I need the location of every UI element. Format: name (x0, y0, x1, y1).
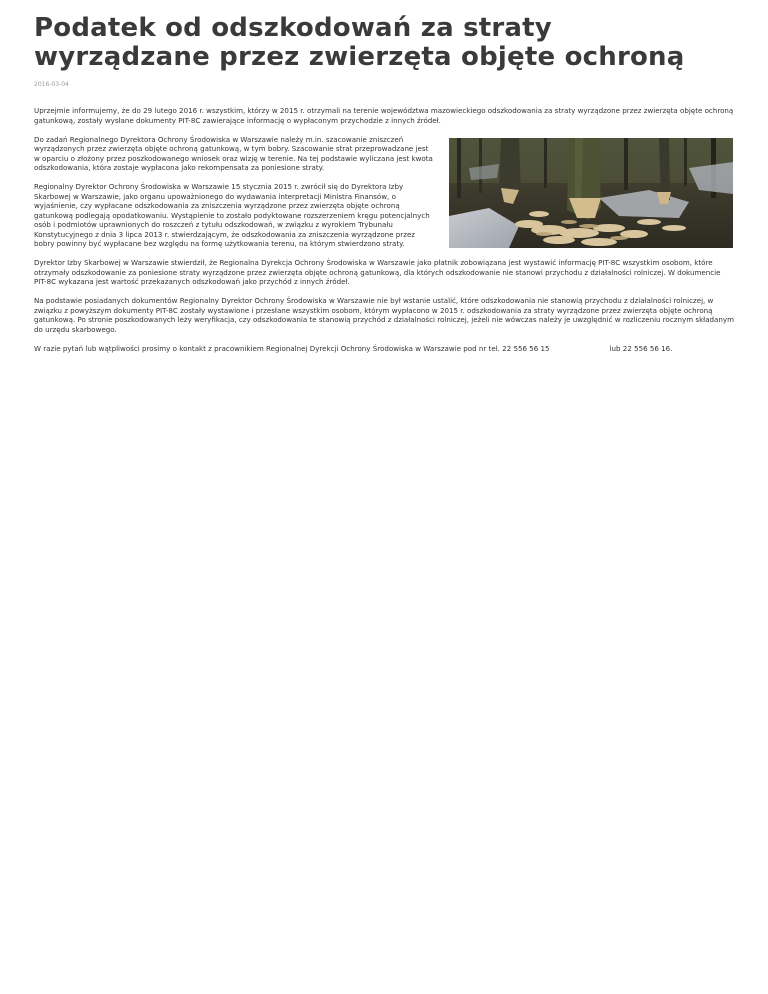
paragraph-3: Regionalny Dyrektor Ochrony Środowiska w Warszawie 15 stycznia 2015 r. zwrócił się do Dyrektora Izby Skarbowej w Warszawie, jako organu upoważnionego do wydawania interpretacji Ministra Finansów, o wyjaśnienie, czy wypłacane odszkodowania za zniszczenia wyrządzone przez zwierzęta objęte ochroną gatunkową podlegają opodatkowaniu. Wystąpienie to zostało podyktowane rozszerzeniem kręgu potencjalnych osób i podmiotów uprawnionych do roszczeń z tytułu odszkodowań, w związku z wyrokiem Trybunału Konstytucyjnego z dnia 3 lipca 2013 r. stwierdzającym, że odszkodowania za zniszczenia wyrządzone przez bobry powinny być wypłacane bez względu na formę użytkowania terenu, na którym stwierdzono straty. (34, 182, 430, 248)
paragraph-1: Uprzejmie informujemy, że do 29 lutego 2016 r. wszystkim, którzy w 2015 r. otrzymali na terenie województwa mazowieckiego odszkodowania za straty wyrządzone przez zwierzęta objęte ochroną gatunkową, zostały wysłane dokumenty PIT-8C zawierające informację o wypłaconym przychodzie z innych źródeł. (34, 106, 734, 125)
article-body (34, 106, 734, 353)
contact-alt-phone: lub 22 556 56 16. (609, 343, 673, 353)
article-date: 2016-03-04 (34, 81, 69, 88)
paragraph-4: Dyrektor Izby Skarbowej w Warszawie stwierdził, że Regionalna Dyrekcja Ochrony Środowiska w Warszawie jako płatnik zobowiązana jest wystawić informację PIT-8C wszystkim osobom, które otrzymały odszkodowanie za poniesione straty wyrządzone przez zwierzęta objęte ochroną gatunkową, dla których odszkodowanie nie stanowi przychodu z działalności rolniczej. W dokumencie PIT-8C wykazana jest wartość przekazanych odszkodowań jako przychód z innych źródeł. (34, 258, 721, 286)
paragraph-5: Na podstawie posiadanych dokumentów Regionalny Dyrektor Ochrony Środowiska w Warszawie nie był wstanie ustalić, które odszkodowania nie stanowią przychodu z działalności rolniczej, w związku z powyższym dokumenty PIT-8C zostały wystawione i przesłane wszystkim osobom, którym wypłacono w 2015 r. odszkodowania za straty wyrządzone przez zwierzęta objęte ochroną gatunkową. Po stronie poszkodowanych leży weryfikacja, czy odszkodowania te stanowią przychód z działalności rolniczej, jeżeli nie wówczas należy je uwzględnić w rozliczeniu rocznym składanym do urzędu skarbowego. (34, 296, 734, 334)
contact-text: W razie pytań lub wątpliwości prosimy o kontakt z pracownikiem Regionalnej Dyrekcji Ochrony Środowiska w Warszawie pod nr tel. 22 556 56 15 (34, 343, 550, 353)
article-title: Podatek od odszkodowań za straty wyrządzane przez zwierzęta objęte ochroną (34, 13, 685, 72)
paragraph-2: Do zadań Regionalnego Dyrektora Ochrony Środowiska w Warszawie należy m.in. szacowanie zniszczeń wyrządzonych przez zwierzęta objęte ochroną gatunkową, w tym bobry. Szacowanie strat przeprowadzane jest w oparciu o złożony przez poszkodowanego wniosek oraz wizję w terenie. Na tej podstawie wyliczana jest kwota odszkodowania, która zostaje wypłacona jako rekompensata za poniesione straty. (34, 134, 433, 172)
contact-paragraph (34, 344, 734, 354)
beaver-damaged-trees-photo (449, 138, 733, 248)
